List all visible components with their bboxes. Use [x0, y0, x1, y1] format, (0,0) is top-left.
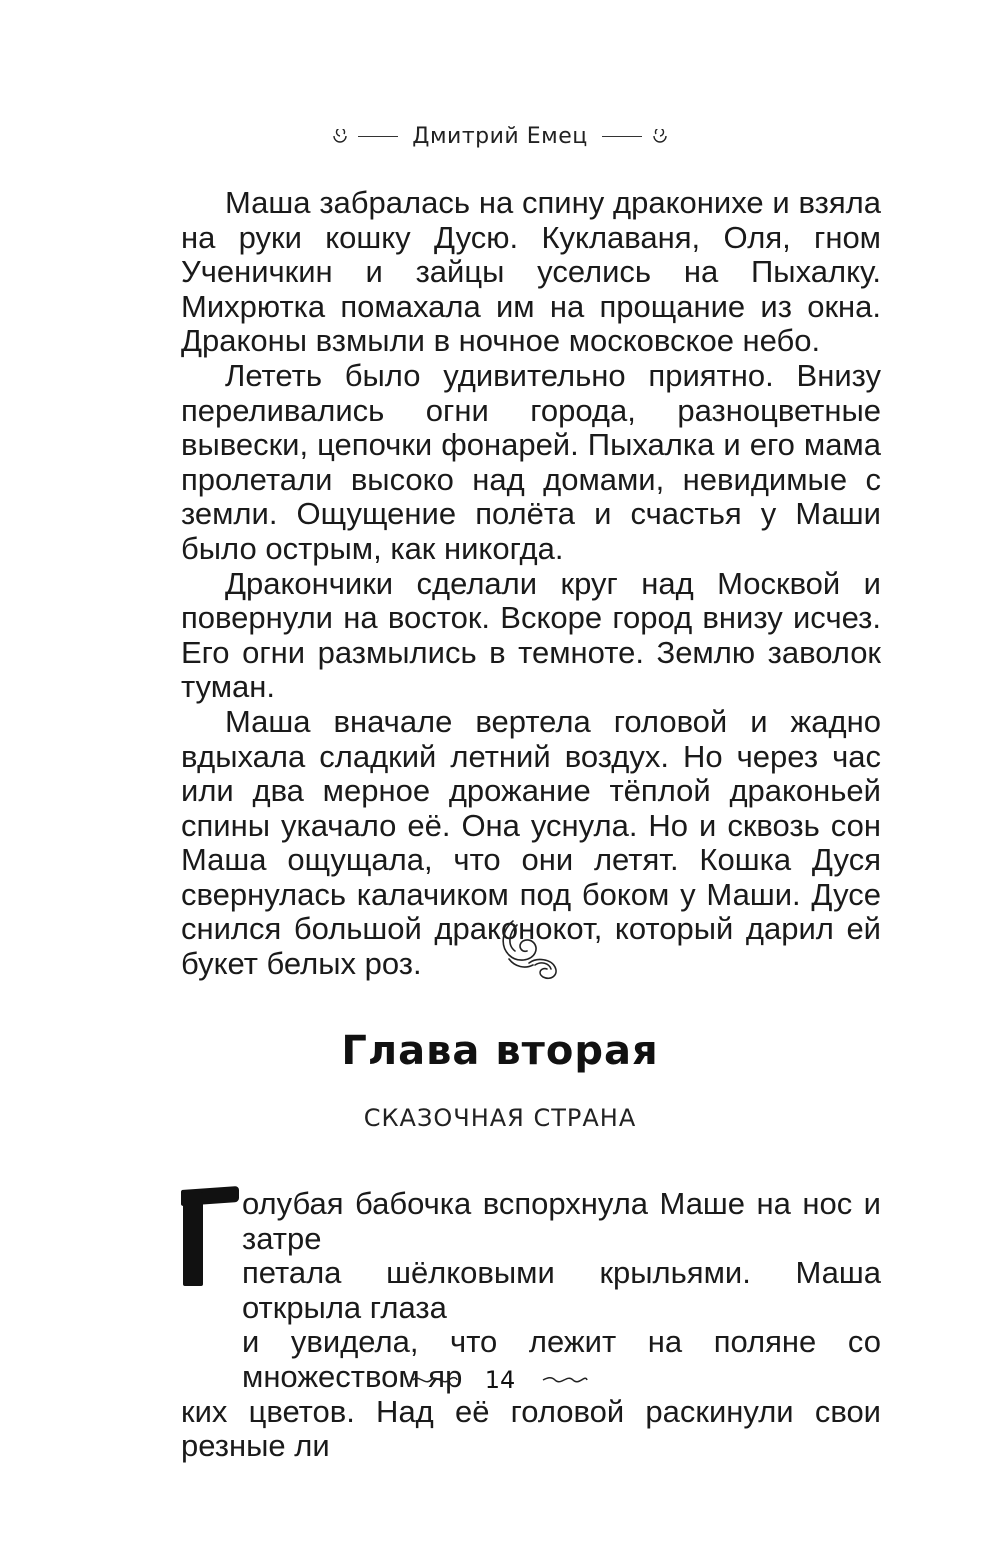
author-name: Дмитрий Емец: [412, 123, 588, 149]
body-text-bottom: [181, 1187, 881, 1464]
text-line: ких цветов. Над её головой раскинули свои резные ли: [181, 1393, 881, 1464]
running-header: [0, 116, 1000, 156]
wave-ornament-icon: [541, 1372, 589, 1388]
chapter-title: Глава вторая: [341, 1028, 659, 1074]
paragraph: Маша вначале вертела головой и жадно вдыхала сладкий летний воздух. Но через час или два мерное дрожание тёплой драконьей спины укачало её. Она уснула. Но и сквозь сон Маша ощущала, что они летят. Кошка Дуся свернулась калачиком под боком у Маши. Дусе снился большой драконокот, который дарил ей букет белых роз.: [181, 703, 881, 982]
text-line: петала шёлковыми крыльями. Маша открыла глаза: [242, 1255, 881, 1325]
paragraph: Дракончики сделали круг над Москвой и повернули на восток. Вскоре город внизу исчез. Его огни размылись в темноте. Землю заволок туман.: [181, 565, 881, 705]
wave-ornament-icon: [411, 1372, 459, 1388]
page-footer: [0, 1362, 1000, 1398]
paragraph: Маша забралась на спину драконихе и взяла на руки кошку Дусю. Куклаваня, Оля, гном Ученичкин и зайцы уселись на Пыхалку. Михрютка помахала им на прощание из окна. Драконы взмыли в ночное московское небо.: [181, 185, 881, 359]
text-line: олубая бабочка вспорхнула Маше на нос и затре: [242, 1186, 881, 1256]
section-break-swirl-icon: [495, 915, 567, 987]
swirl-ornament-icon: [642, 129, 668, 143]
body-text-top: [181, 186, 881, 982]
paragraph: Лететь было удивительно приятно. Внизу переливались огни города, разноцветные вывески, цепочки фонарей. Пыхалка и его мама пролетали высоко над домами, невидимые с земли. Ощущение полёта и счастья у Маши было острым, как никогда.: [181, 357, 881, 566]
chapter-subtitle: СКАЗОЧНАЯ СТРАНА: [363, 1104, 637, 1132]
swirl-ornament-icon: [332, 129, 358, 143]
page-number: 14: [484, 1366, 516, 1394]
text-line: и увидела, что лежит на поляне со множеством яр: [242, 1324, 881, 1394]
header-rule-right: [602, 136, 642, 137]
header-rule-left: [358, 136, 398, 137]
